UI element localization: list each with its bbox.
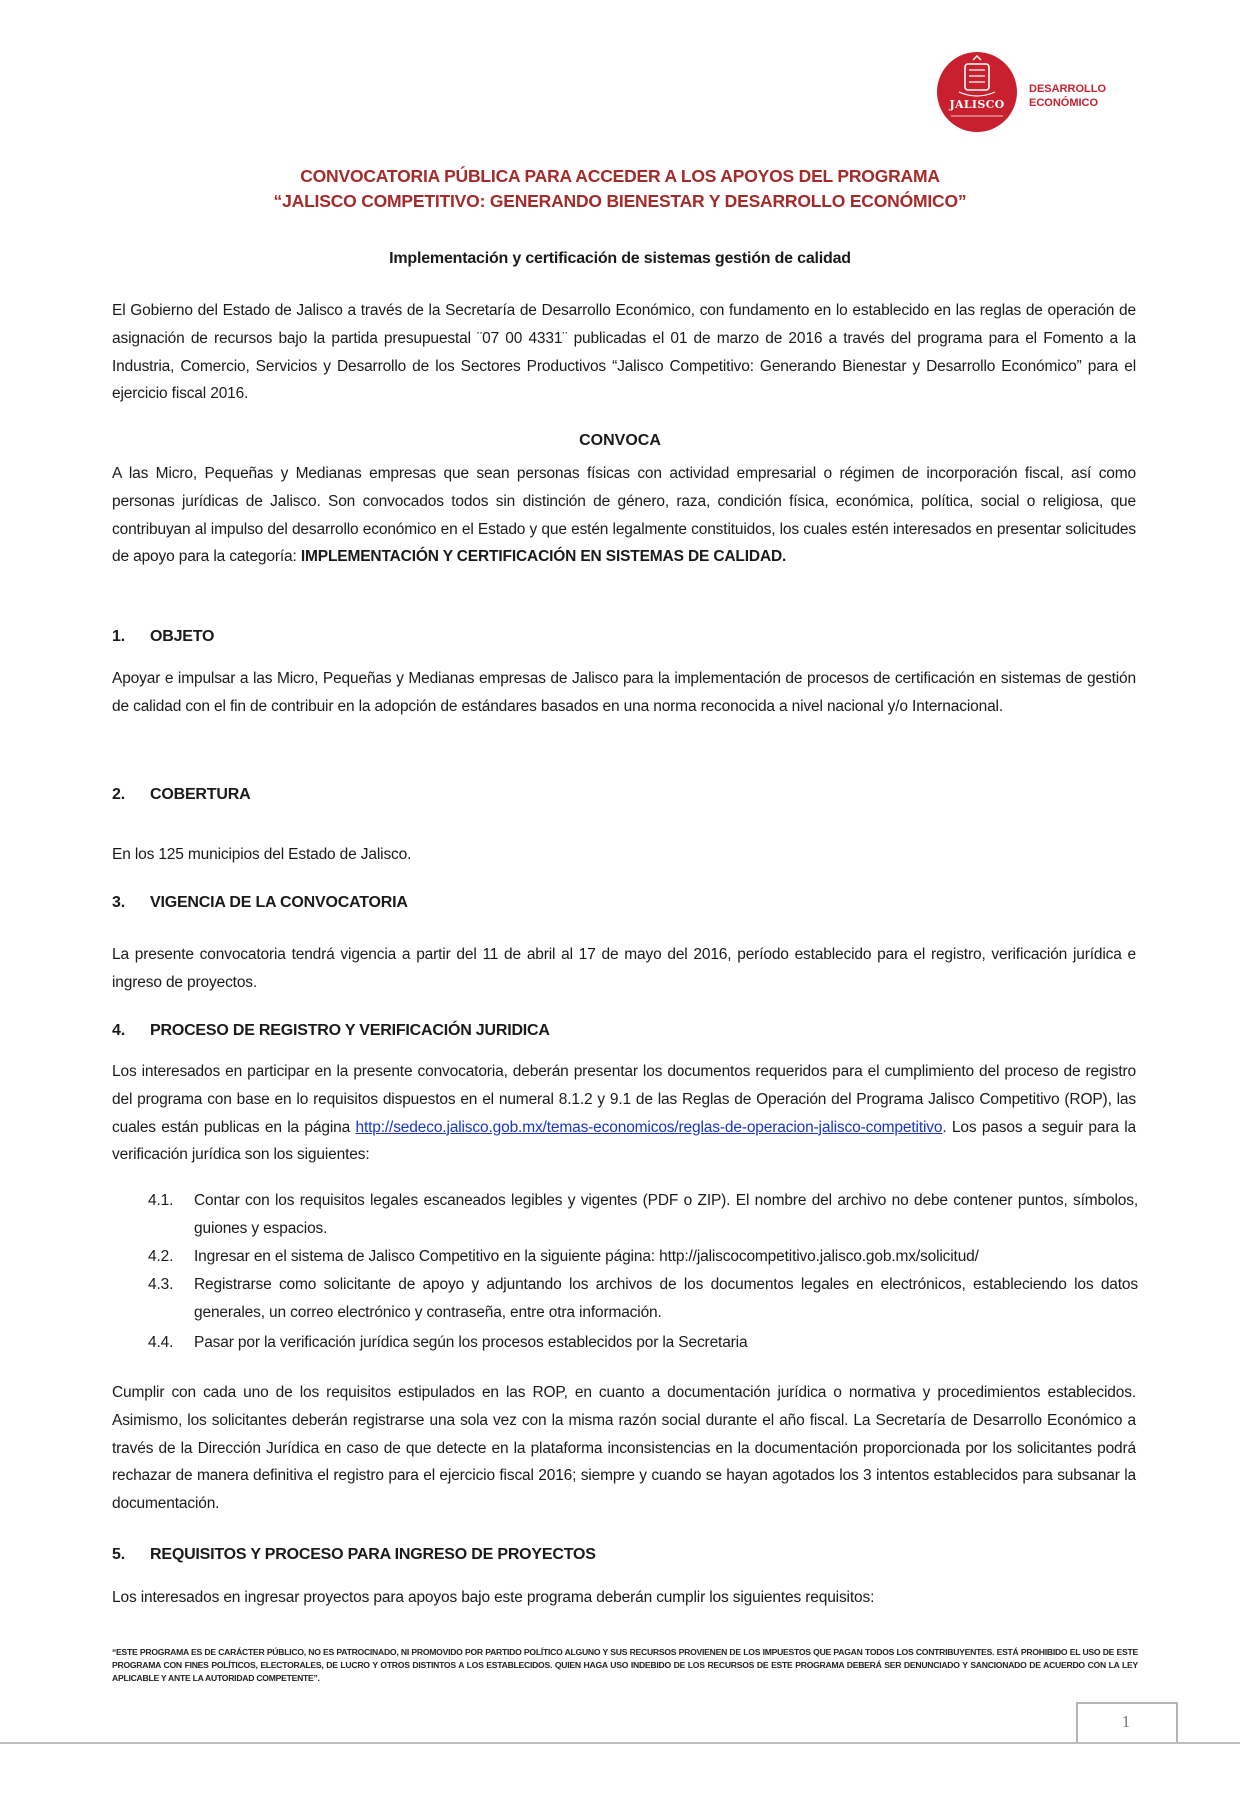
legal-footnote: “ESTE PROGRAMA ES DE CARÁCTER PÚBLICO, NO ES PATROCINADO, NI PROMOVIDO POR PARTIDO POLÍTICO ALGUNO Y SUS RECURSOS PROVIENEN DE LOS IMPUESTOS QUE PAGAN TODOS LOS CONTRIBUYENTES. ESTÁ PROHIBIDO EL USO DE ESTE PROGRAMA CON FINES POLÍTICOS, ELECTORALES, DE LUCRO Y OTROS DISTINTOS A LOS ESTABLECIDOS. QUIEN HAGA USO INDEBIDO DE LOS RECURSOS DE ESTE PROGRAMA DEBERÁ SER DENUNCIADO Y SANCIONADO DE ACUERDO CON LA LEY APLICABLE Y ANTE LA AUTORIDAD COMPETENTE”. — [112, 1647, 1138, 1683]
step-4-4: 4.4. Pasar por la verificación jurídica según los procesos establecidos por la Secretaria — [148, 1334, 748, 1351]
logo-tagline: DESARROLLO ECONÓMICO — [1029, 83, 1106, 109]
document-subtitle: Implementación y certificación de sistemas gestión de calidad — [389, 250, 851, 267]
section-4-heading: 4. PROCESO DE REGISTRO Y VERIFICACIÓN JURIDICA — [112, 1022, 550, 1039]
section-2-heading: 2. COBERTURA — [112, 786, 251, 803]
jalisco-seal-icon: JALISCO — [937, 52, 1017, 132]
rop-rules-link[interactable]: http://sedeco.jalisco.gob.mx/temas-economicos/reglas-de-operacion-jalisco-competitivo — [355, 1118, 943, 1136]
step-4-1: 4.1. Contar con los requisitos legales escaneados legibles y vigentes (PDF o ZIP). El nombre del archivo no debe contener puntos, símbolos, guiones y espacios. — [148, 1192, 1138, 1237]
convoca-paragraph: A las Micro, Pequeñas y Medianas empresas que sean personas físicas con actividad empresarial o régimen de incorporación fiscal, así como personas jurídicas de Jalisco. Son convocados todos sin distinción de género, raza, condición física, económica, política, social o religiosa, que contribuyan al impulso del desarrollo económico en el Estado y que estén legalmente constituidos, los cuales estén interesados en presentar solicitudes de apoyo para la categoría: IMPLEMENTACIÓN Y CERTIFICACIÓN EN SISTEMAS DE CALIDAD. — [112, 465, 1136, 566]
footer-divider — [0, 1742, 1240, 1744]
step-4-2: 4.2. Ingresar en el sistema de Jalisco Competitivo en la siguiente página: http://jaliscocompetitivo.jalisco.gob.mx/solicitud/ — [148, 1248, 979, 1265]
document-title-line-2: “JALISCO COMPETITIVO: GENERANDO BIENESTAR Y DESARROLLO ECONÓMICO” — [273, 191, 967, 211]
intro-paragraph: El Gobierno del Estado de Jalisco a través de la Secretaría de Desarrollo Económico, con fundamento en lo establecido en las reglas de operación de asignación de recursos bajo la partida presupuestal ¨07 00 4331¨ publicadas el 01 de marzo de 2016 a través del programa para el Fomento a la Industria, Comercio, Servicios y Desarrollo de los Sectores Productivos “Jalisco Competitivo: Generando Bienestar y Desarrollo Económico” para el ejercicio fiscal 2016. — [112, 302, 1136, 403]
page-number: 1 — [1121, 1712, 1131, 1731]
section-4-closing: Cumplir con cada uno de los requisitos estipulados en las ROP, en cuanto a documentación jurídica o normativa y procedimientos establecidos. Asimismo, los solicitantes deberán registrarse una sola vez con la misma razón social durante el año fiscal. La Secretaría de Desarrollo Económico a través de la Dirección Jurídica en caso de que detecte en la plataforma inconsistencias en la documentación proporcionada por los solicitantes podrá rechazar de manera definitiva el registro para el ejercicio fiscal 2016; siempre y cuando se hayan agotados los 3 intentos establecidos para subsanar la documentación. — [112, 1384, 1136, 1513]
document-title-line-1: CONVOCATORIA PÚBLICA PARA ACCEDER A LOS APOYOS DEL PROGRAMA — [300, 166, 940, 186]
section-5-heading: 5. REQUISITOS Y PROCESO PARA INGRESO DE PROYECTOS — [112, 1546, 596, 1563]
section-2-text: En los 125 municipios del Estado de Jalisco. — [112, 846, 412, 863]
section-5-text: Los interesados en ingresar proyectos para apoyos bajo este programa deberán cumplir los siguientes requisitos: — [112, 1589, 875, 1606]
section-3-heading: 3. VIGENCIA DE LA CONVOCATORIA — [112, 894, 408, 911]
section-1-text: Apoyar e impulsar a las Micro, Pequeñas y Medianas empresas de Jalisco para la implementación de procesos de certificación en sistemas de gestión de calidad con el fin de contribuir en la adopción de estándares basados en una norma reconocida a nivel nacional y/o Internacional. — [112, 670, 1136, 715]
convoca-heading: CONVOCA — [579, 432, 661, 449]
section-4-text: Los interesados en participar en la presente convocatoria, deberán presentar los documentos requeridos para el cumplimiento del proceso de registro del programa con base en lo requisitos dispuestos en el numeral 8.1.2 y 9.1 de las Reglas de Operación del Programa Jalisco Competitivo (ROP), las cuales están publicas en la página http://sedeco.jalisco.gob.mx/temas-economicos/reglas-de-operacion-jalisco-competitivo. Los pasos a seguir para la verificación jurídica son los siguientes: — [112, 1063, 1136, 1164]
step-4-3: 4.3. Registrarse como solicitante de apoyo y adjuntando los archivos de los documentos legales en electrónicos, estableciendo los datos generales, un correo electrónico y contraseña, entre otra información. — [148, 1276, 1138, 1321]
section-1-heading: 1. OBJETO — [112, 628, 215, 645]
jalisco-desarrollo-economico-logo — [937, 52, 1137, 132]
convoca-category: IMPLEMENTACIÓN Y CERTIFICACIÓN EN SISTEMAS DE CALIDAD. — [300, 548, 787, 566]
section-3-text: La presente convocatoria tendrá vigencia a partir del 11 de abril al 17 de mayo del 2016, período establecido para el registro, verificación jurídica e ingreso de proyectos. — [112, 946, 1136, 991]
